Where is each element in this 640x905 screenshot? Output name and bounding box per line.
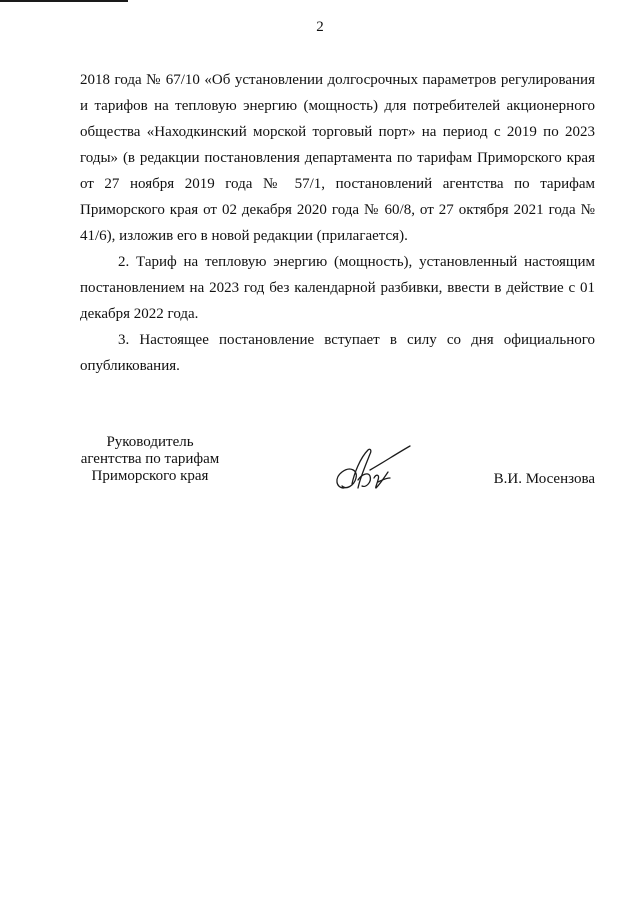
page-number: 2 (316, 19, 324, 35)
signatory-name: В.И. Мосензова (493, 471, 595, 487)
document-body (80, 67, 595, 379)
signatory-role-line-2: агентства по тарифам (80, 451, 220, 467)
signatory-role-line-1: Руководитель (106, 434, 194, 450)
paragraph-3: 3. Настоящее постановление вступает в силу со дня официального опубликования. (80, 332, 595, 374)
header-rule (0, 0, 128, 2)
signatory-role-line-3: Приморского края (91, 468, 209, 484)
signature-block (0, 434, 640, 504)
paragraph-2: 2. Тариф на тепловую энергию (мощность), установленный настоящим постановлением на 2023 год без календарной разбивки, ввести в действие с 01 декабря 2022 года. (80, 254, 595, 322)
signatory-role (68, 434, 232, 485)
paragraph-continuation: 2018 года № 67/10 «Об установлении долгосрочных параметров регулирования и тарифов на тепловую энергию (мощность) для потребителей акционерного общества «Находкинский морской торговый порт» на период с 2019 по 2023 годы» (в редакции постановления департамента по тарифам Приморского края от 27 ноября 2019 года № 57/1, постановлений агентства по тарифам Приморского края от 02 декабря 2020 года № 60/8, от 27 октября 2021 года № 41/6), изложив его в новой редакции (прилагается). (80, 72, 595, 244)
handwritten-signature (330, 444, 412, 496)
